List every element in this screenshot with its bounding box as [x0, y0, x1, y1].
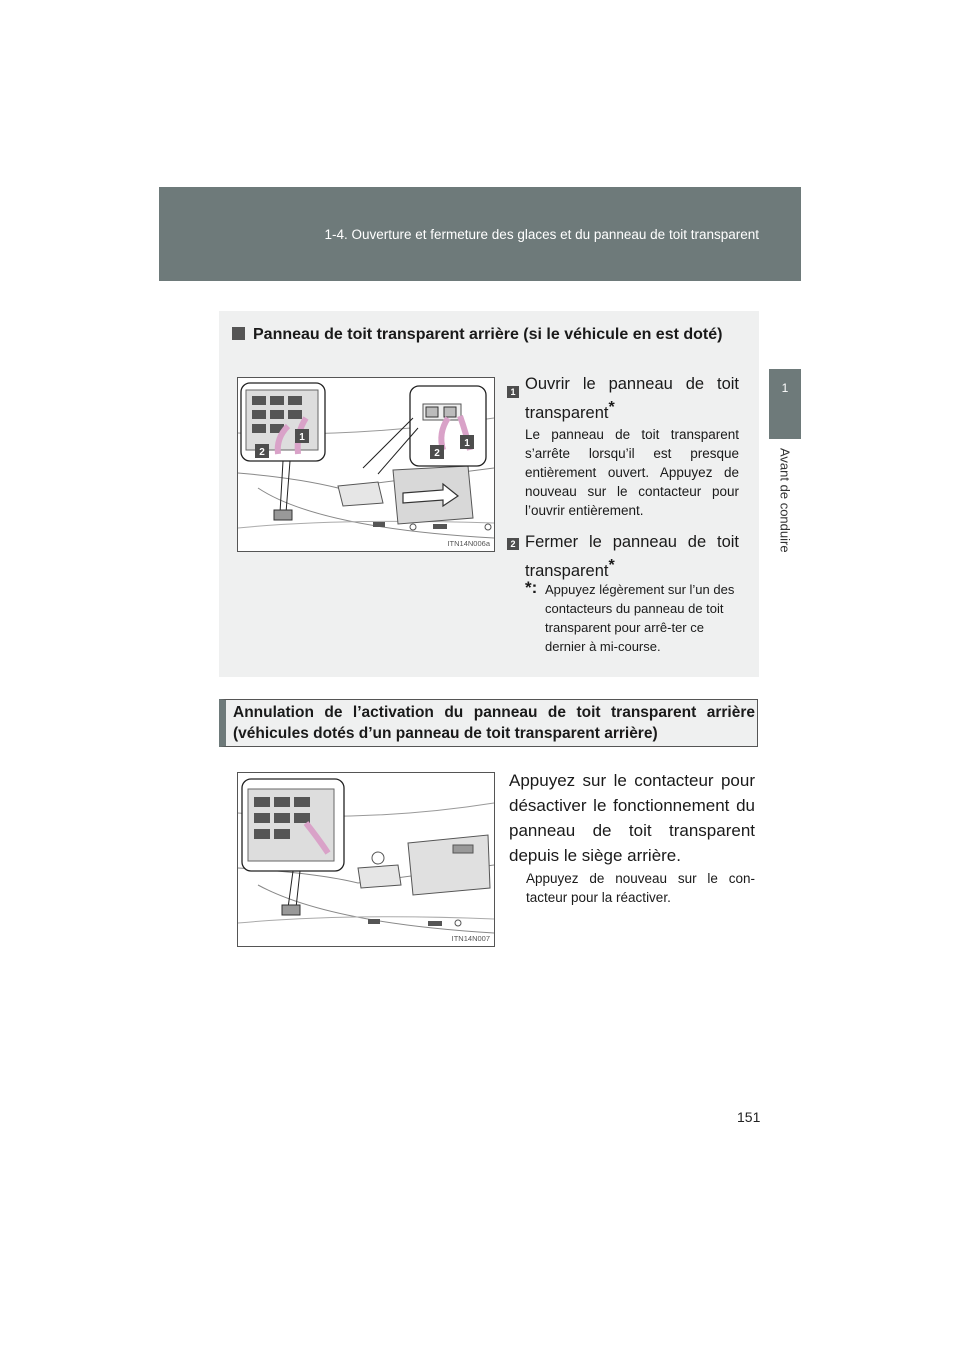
cancel-main-text: Appuyez sur le contacteur pour désactiver le fonctionnement du panneau de toit transparent depuis le siège arrière. — [509, 771, 755, 865]
callout-2-right: 2 — [434, 448, 440, 459]
cancel-section-title: Annulation de l’activation du panneau de toit transparent arrière (véhicules dotés d’un panneau de toit transparent arrière) — [233, 704, 755, 742]
step-1-title: Ouvrir le panneau de toit transparent* — [525, 375, 739, 422]
cancel-switch-illustration — [238, 773, 494, 946]
chapter-title: 1-4. Ouverture et fermeture des glaces et du panneau de toit transparent — [324, 227, 759, 242]
chapter-tab-number: 1 — [769, 369, 801, 439]
rear-panel-heading: Panneau de toit transparent arrière (si le véhicule en est doté) — [232, 321, 746, 348]
cancel-sub-text: Appuyez de nouveau sur le con-tacteur pour la réactiver. — [526, 871, 755, 905]
step-2-marker: 2 — [507, 538, 519, 550]
chapter-tab-label — [770, 448, 800, 608]
figure-code-2: ITN14N007 — [451, 934, 490, 943]
footnote — [525, 580, 739, 656]
cancel-figure — [237, 772, 495, 947]
figure-code: ITN14N006a — [447, 539, 490, 548]
callout-1-left: 1 — [299, 432, 305, 443]
rear-panel-figure — [237, 377, 495, 552]
chapter-tab-label-text: Avant de conduire — [777, 448, 793, 553]
step-1-marker: 1 — [507, 386, 519, 398]
roof-switch-illustration — [238, 378, 494, 551]
step-2-title: Fermer le panneau de toit transparent* — [525, 533, 739, 580]
square-bullet-icon — [232, 327, 245, 340]
chapter-header — [159, 187, 801, 281]
callout-2-left: 2 — [259, 447, 265, 458]
page-number: 151 — [737, 1109, 761, 1125]
callout-1-right: 1 — [464, 438, 470, 449]
footnote-marker: *: — [525, 578, 538, 597]
step-1-description: Le panneau de toit transparent s’arrête lorsqu’il est presque entièrement ouvert. Appuyez de nouveau sur le contacteur pour l’ouvrir entièrement. — [525, 427, 739, 518]
footnote-text: Appuyez légèrement sur l’un des contacteurs du panneau de toit transparent pour arrê-ter ce dernier à mi-course. — [545, 582, 735, 654]
